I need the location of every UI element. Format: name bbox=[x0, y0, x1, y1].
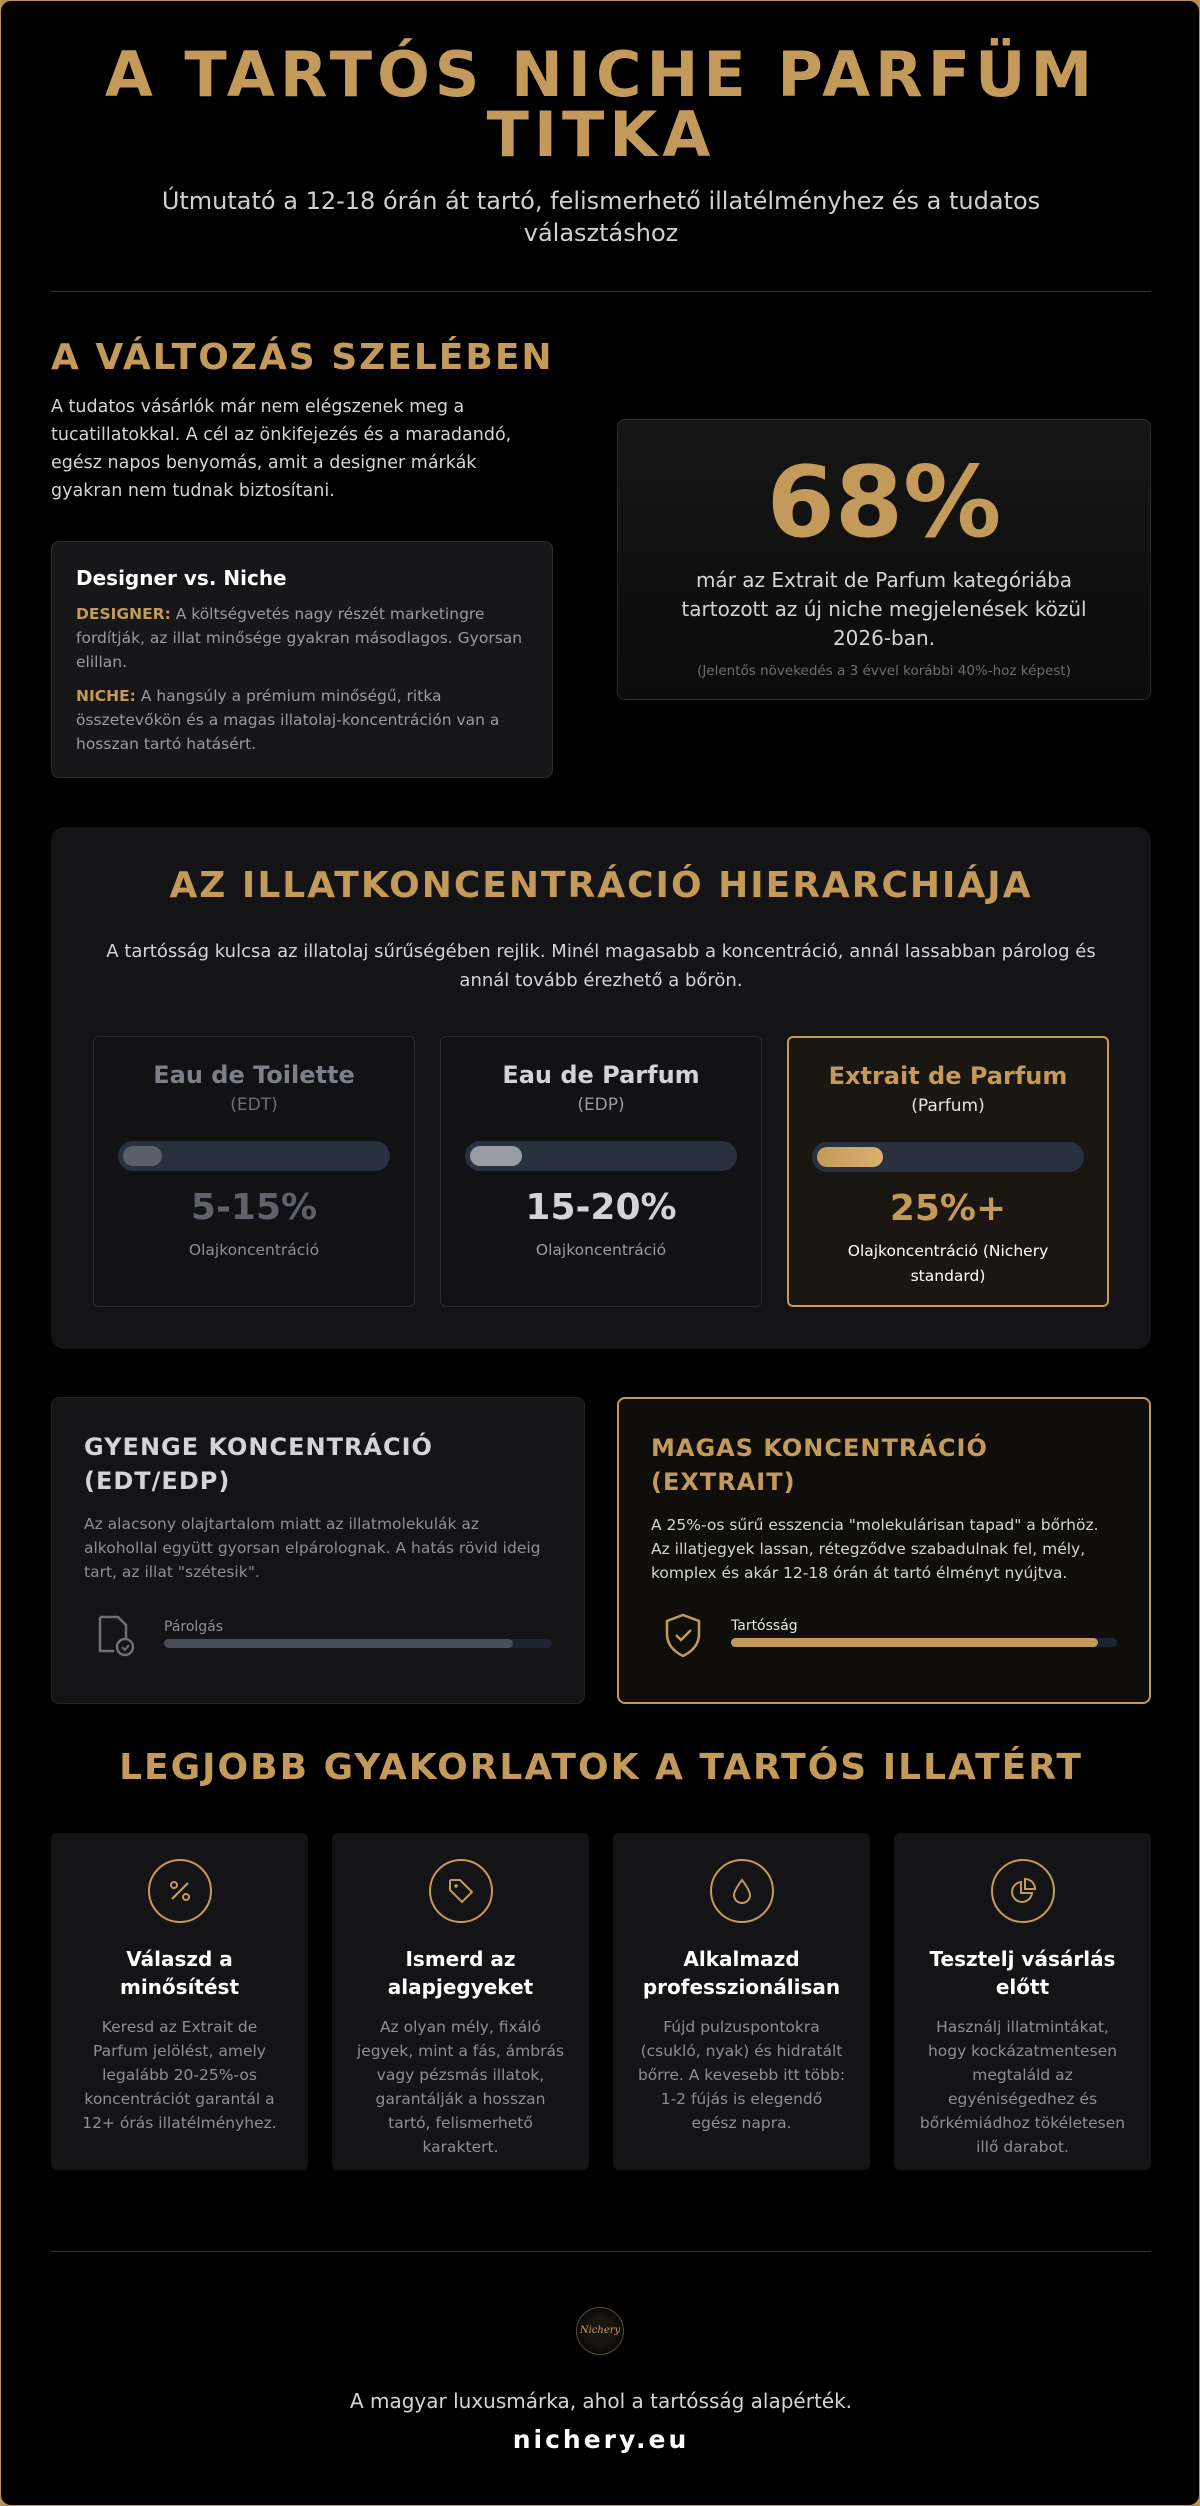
practice-text: Keresd az Extrait de Parfum jelölést, amely legalább 20-25%-os koncentrációt garantál a 12+ órás illatélményhez. bbox=[82, 2018, 277, 2132]
shield-check-icon bbox=[661, 1612, 705, 1658]
durability-track bbox=[731, 1638, 1117, 1647]
level-label: Olajkoncentráció bbox=[535, 1241, 667, 1259]
practice-card bbox=[332, 1833, 589, 2170]
level-abbr: (EDP) bbox=[577, 1095, 625, 1115]
brand-logo: Nichery bbox=[576, 2307, 624, 2355]
divider bbox=[51, 291, 1151, 292]
level-range: 15-20% bbox=[525, 1187, 677, 1228]
page-title: A TARTÓS NICHE PARFÜM TITKA bbox=[104, 38, 1098, 171]
designer-label: DESIGNER: bbox=[76, 605, 171, 623]
footer-tagline: A magyar luxusmárka, ahol a tartósság alapérték. bbox=[349, 2389, 853, 2413]
practice-text: Használj illatmintákat, hogy kockázatmentesen megtaláld az egyéniségedhez és bőrkémiádhoz tökéletesen illő darabot. bbox=[919, 2018, 1126, 2156]
level-label: Olajkoncentráció (Nichery standard) bbox=[847, 1242, 1049, 1285]
evaporation-track bbox=[164, 1639, 552, 1648]
level-abbr: (Parfum) bbox=[911, 1096, 985, 1116]
durability-label: Tartósság bbox=[731, 1618, 798, 1634]
practice-title: Válaszd a minősítést bbox=[119, 1947, 240, 1999]
section-title-change: A VÁLTOZÁS SZELÉBEN bbox=[51, 337, 554, 378]
infographic-page bbox=[1, 1, 1199, 2505]
stat-description: már az Extrait de Parfum kategóriába tartozott az új niche megjelenések közül 2026-ban. bbox=[681, 568, 1087, 650]
high-text: A 25%-os sűrű esszencia "molekulárisan tapad" a bőrhöz. Az illatjegyek lassan, rétegződve szabadulnak fel, mély, komplex és akár 12-18 órán át tartó élményt nyújtva. bbox=[651, 1516, 1099, 1582]
level-abbr: (EDT) bbox=[230, 1095, 278, 1115]
practice-title: Ismerd az alapjegyeket bbox=[387, 1947, 534, 1999]
section-title-practices: LEGJOBB GYAKORLATOK A TARTÓS ILLATÉRT bbox=[119, 1747, 1083, 1788]
level-name: Eau de Parfum bbox=[502, 1061, 700, 1089]
durability-bar-row bbox=[651, 1610, 1117, 1660]
concentration-track bbox=[812, 1142, 1084, 1172]
evaporation-bar-row bbox=[84, 1611, 552, 1661]
low-title: GYENGE KONCENTRÁCIÓ (EDT/EDP) bbox=[84, 1433, 433, 1495]
designer-vs-niche-card bbox=[51, 541, 553, 778]
website-link[interactable]: nichery.eu bbox=[512, 2425, 690, 2454]
niche-label: NICHE: bbox=[76, 687, 136, 705]
level-range: 25%+ bbox=[889, 1188, 1007, 1229]
practice-card bbox=[894, 1833, 1151, 2170]
drop-icon bbox=[710, 1859, 774, 1923]
high-concentration-card bbox=[617, 1397, 1151, 1704]
level-card-edp bbox=[440, 1036, 762, 1307]
concentration-track bbox=[118, 1141, 390, 1171]
stat-card bbox=[617, 419, 1151, 700]
pie-chart-icon bbox=[991, 1859, 1055, 1923]
high-title: MAGAS KONCENTRÁCIÓ (EXTRAIT) bbox=[651, 1434, 988, 1496]
stat-value: 68% bbox=[766, 446, 1002, 560]
level-range: 5-15% bbox=[190, 1187, 318, 1228]
level-label: Olajkoncentráció bbox=[188, 1241, 320, 1259]
concentration-fill bbox=[817, 1147, 883, 1167]
evaporation-icon bbox=[94, 1613, 138, 1659]
change-text: A tudatos vásárlók már nem elégszenek meg a tucatillatokkal. A cél az önkifejezés és a maradandó, egész napos benyomás, amit a designer márkák gyakran nem tudnak biztosítani. bbox=[51, 397, 512, 501]
section-title-hierarchy: AZ ILLATKONCENTRÁCIÓ HIERARCHIÁJA bbox=[169, 865, 1033, 906]
tag-icon bbox=[429, 1859, 493, 1923]
evaporation-fill bbox=[164, 1639, 513, 1648]
designer-paragraph bbox=[76, 602, 528, 674]
practice-title: Alkalmazd professzionálisan bbox=[642, 1947, 841, 1999]
practice-card bbox=[51, 1833, 308, 2170]
practice-card bbox=[613, 1833, 870, 2170]
practice-text: Fújd pulzuspontokra (csukló, nyak) és hidratált bőrre. A kevesebb itt több: 1-2 fújás is elegendő egész napra. bbox=[637, 2018, 846, 2132]
divider bbox=[51, 2251, 1151, 2252]
low-concentration-card bbox=[51, 1397, 585, 1704]
low-text: Az alacsony olajtartalom miatt az illatmolekulák az alkohollal együtt gyorsan elpárolognak. A hatás rövid ideig tart, az illat "szétesik". bbox=[84, 1515, 541, 1581]
stat-note: (Jelentős növekedés a 3 évvel korábbi 40%-hoz képest) bbox=[697, 663, 1071, 679]
niche-paragraph bbox=[76, 684, 528, 756]
level-card-extrait bbox=[787, 1036, 1109, 1307]
concentration-fill bbox=[123, 1146, 162, 1166]
hierarchy-intro: A tartósság kulcsa az illatolaj sűrűségében rejlik. Minél magasabb a koncentráció, annál lassabban párolog és annál tovább érezhető a bőrön. bbox=[106, 941, 1096, 991]
level-name: Eau de Toilette bbox=[153, 1061, 355, 1089]
level-card-edt bbox=[93, 1036, 415, 1307]
hierarchy-panel bbox=[51, 827, 1151, 1349]
evaporation-label: Párolgás bbox=[164, 1619, 224, 1635]
percent-icon bbox=[148, 1859, 212, 1923]
practice-text: Az olyan mély, fixáló jegyek, mint a fás, ámbrás vagy pézsmás illatok, garantálják a hosszan tartó, felismerhető karaktert. bbox=[356, 2018, 565, 2156]
niche-text: A hangsúly a prémium minőségű, ritka összetevőkön és a magas illatolaj-koncentráción van a hosszan tartó hatásért. bbox=[76, 687, 500, 753]
practice-title: Tesztelj vásárlás előtt bbox=[929, 1947, 1116, 1999]
durability-fill bbox=[731, 1638, 1098, 1647]
page-subtitle: Útmutató a 12-18 órán át tartó, felismerhető illatélményhez és a tudatos választáshoz bbox=[161, 187, 1041, 247]
comparison-title: Designer vs. Niche bbox=[76, 566, 287, 590]
level-name: Extrait de Parfum bbox=[828, 1062, 1068, 1090]
concentration-track bbox=[465, 1141, 737, 1171]
designer-text: A költségvetés nagy részét marketingre fordítják, az illat minősége gyakran másodlagos. Gyorsan elillan. bbox=[76, 605, 523, 671]
concentration-fill bbox=[470, 1146, 522, 1166]
